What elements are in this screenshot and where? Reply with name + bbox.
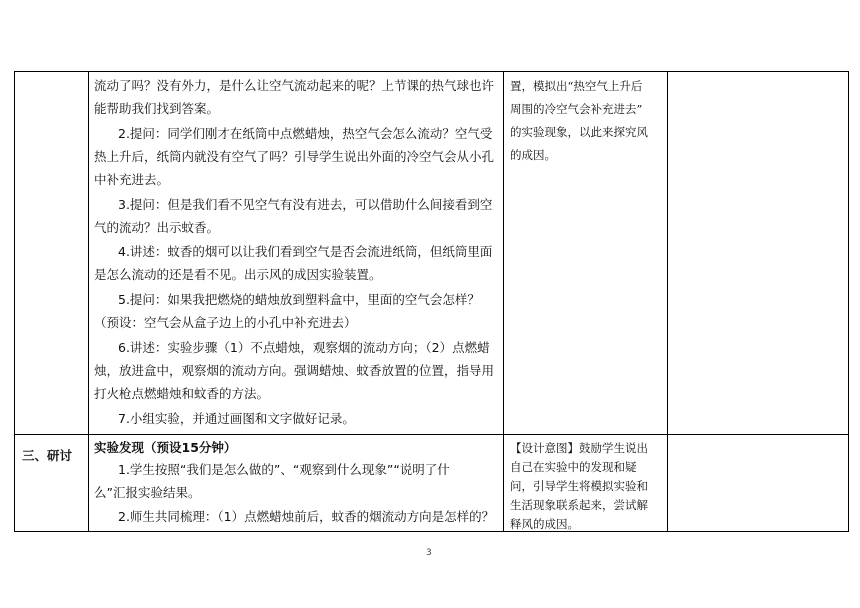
table-left-border — [14, 71, 15, 532]
design-line: 的实验现象，以此来探究风 — [510, 125, 648, 139]
row1-line: 4.讲述：蚊香的烟可以让我们看到空气是否会流进纸筒，但纸筒里面 — [118, 244, 493, 259]
design-line: 释风的成因。 — [510, 517, 579, 531]
page-number: 3 — [426, 548, 432, 558]
design-line: 生活现象联系起来，尝试解 — [510, 498, 648, 512]
table-right-border — [848, 71, 849, 532]
design-line: 【设计意图】鼓励学生说出 — [510, 441, 648, 455]
row1-line: 流动了吗？没有外力，是什么让空气流动起来的呢？上节课的热气球也许 — [94, 78, 495, 93]
row1-line: 气的流动？出示蚊香。 — [94, 220, 220, 235]
table-col-divider-1 — [88, 71, 89, 532]
section-label: 三、研讨 — [22, 448, 73, 463]
row1-line: （预设：空气会从盒子边上的小孔中补充进去） — [94, 315, 357, 330]
design-line: 自己在实验中的发现和疑 — [510, 460, 637, 474]
design-line: 周围的冷空气会补充进去” — [510, 102, 643, 116]
row2-line: 么”汇报实验结果。 — [94, 485, 201, 500]
table-row-divider — [14, 434, 849, 435]
row1-line: 打火枪点燃蜡烛和蚊香的方法。 — [94, 386, 270, 401]
row1-line: 3.提问：但是我们看不见空气有没有进去，可以借助什么间接看到空 — [118, 197, 493, 212]
row1-line: 能帮助我们找到答案。 — [94, 101, 220, 116]
row2-line: 1.学生按照“我们是怎么做的”、“观察到什么现象”“说明了什 — [118, 462, 450, 477]
row1-line: 热上升后，纸筒内就没有空气了吗？引导学生说出外面的冷空气会从小孔 — [94, 149, 495, 164]
row2-line: 2.师生共同梳理：（1）点燃蜡烛前后，蚊香的烟流动方向是怎样的？ — [118, 509, 495, 524]
table-top-border — [14, 71, 849, 72]
row1-line: 中补充进去。 — [94, 172, 170, 187]
design-line: 置，模拟出“热空气上升后 — [510, 79, 643, 93]
row1-line: 2.提问：同学们刚才在纸筒中点燃蜡烛，热空气会怎么流动？空气受 — [118, 126, 493, 141]
row1-line: 6.讲述：实验步骤（1）不点蜡烛，观察烟的流动方向；（2）点燃蜡 — [118, 340, 490, 355]
table-col-divider-3 — [667, 71, 668, 532]
row1-line: 烛，放进盒中，观察烟的流动方向。强调蜡烛、蚊香放置的位置，指导用 — [94, 363, 495, 378]
section-heading: 实验发现（预设15分钟） — [94, 440, 237, 455]
row1-line: 是怎么流动的还是看不见。出示风的成因实验装置。 — [94, 267, 382, 282]
table-col-divider-2 — [503, 71, 504, 532]
row1-line: 5.提问：如果我把燃烧的蜡烛放到塑料盒中，里面的空气会怎样？ — [118, 292, 480, 307]
row1-line: 7.小组实验，并通过画图和文字做好记录。 — [118, 411, 355, 426]
design-line: 问，引导学生将模拟实验和 — [510, 479, 648, 493]
design-line: 的成因。 — [510, 148, 556, 162]
table-bottom-border — [14, 531, 849, 532]
